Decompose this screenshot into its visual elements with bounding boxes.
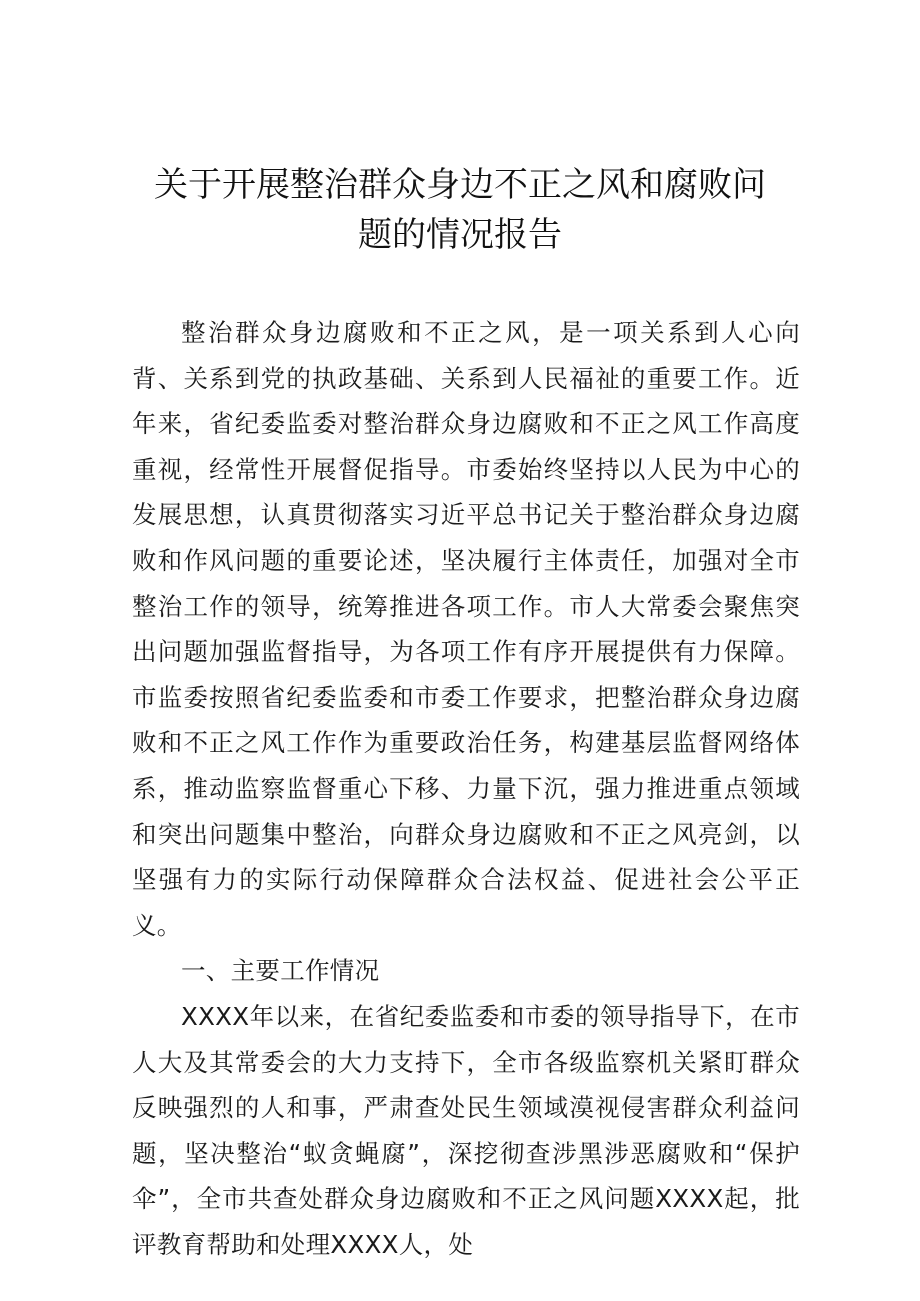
document-body bbox=[132, 310, 800, 1267]
intro-paragraph: 整治群众身边腐败和不正之风，是一项关系到人心向背、关系到党的执政基础、关系到人民福祉的重要工作。近年来，省纪委监委对整治群众身边腐败和不正之风工作高度重视，经常性开展督促指导。市委始终坚持以人民为中心的发展思想，认真贯彻落实习近平总书记关于整治群众身边腐败和作风问题的重要论述，坚决履行主体责任，加强对全市整治工作的领导，统筹推进各项工作。市人大常委会聚焦突出问题加强监督指导，为各项工作有序开展提供有力保障。市监委按照省纪委监委和市委工作要求，把整治群众身边腐败和不正之风工作作为重要政治任务，构建基层监督网络体系，推动监察监督重心下移、力量下沉，强力推进重点领域和突出问题集中整治，向群众身边腐败和不正之风亮剑，以坚强有力的实际行动保障群众合法权益、促进社会公平正义。 bbox=[132, 318, 800, 940]
section-paragraph: XXXX年以来，在省纪委监委和市委的领导指导下，在市人大及其常委会的大力支持下，全市各级监察机关紧盯群众反映强烈的人和事，严肃查处民生领域漠视侵害群众利益问题，坚决整治“蚁贪蝇腐”，深挖彻查涉黑涉恶腐败和“保护伞”，全市共查处群众身边腐败和不正之风问题XXXX起，批评教育帮助和处理XXXX人，处 bbox=[132, 1001, 800, 1259]
document-title bbox=[130, 160, 790, 260]
title-line-2: 题的情况报告 bbox=[358, 215, 562, 255]
title-line-1: 关于开展整治群众身边不正之风和腐败问 bbox=[154, 165, 766, 205]
section-heading: 一、主要工作情况 bbox=[181, 956, 380, 986]
